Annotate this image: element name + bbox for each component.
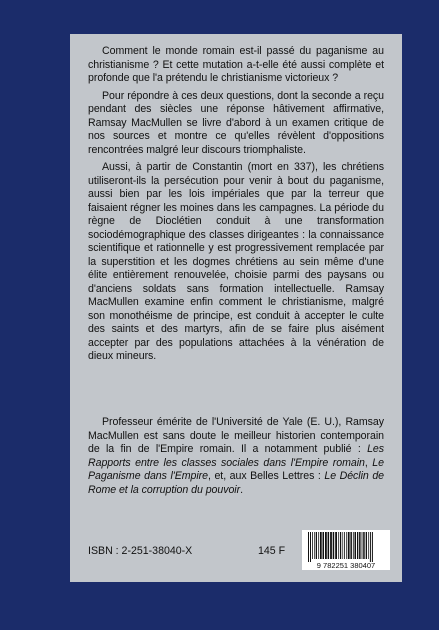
author-bio-paragraph [88, 416, 384, 497]
blurb-paragraph-1: Comment le monde romain est-il passé du paganisme au christianisme ? Et cette mutation a-t-elle été aussi complète et profonde que l'a prétendu le christianisme victorieux ? [88, 45, 384, 84]
back-cover-blurb [88, 45, 384, 368]
blurb-paragraph-3: Aussi, à partir de Constantin (mort en 337), les chrétiens utiliseront-ils la persécution pour venir à bout du paganisme, aussi bien par les lois impériales que par la terreur que faisaient régner les moines dans les campagnes. La période du règne de Dioclétien conduit à une transformation sociodémographique des classes dirigeantes : la connaissance scientifique et rationnelle y est progressivement remplacée par la superstition et les dogmes chrétiens au sein même d'une élite entièrement renouvelée, choisie parmi des paysans ou d'anciens soldats sans formation intellectuelle. Ramsay MacMullen examine enfin comment le christianisme, malgré son monothéisme de principe, est conduit à accepter le culte des saints et des martyrs, afin de se faire plus aisément accepter par des populations attachées à la vénération de dieux mineurs. [88, 161, 384, 362]
isbn-label: ISBN : 2-251-38040-X [88, 545, 193, 557]
bio-end: . [240, 483, 243, 496]
book-title-2: Le Paganisme dans l'Empire [88, 456, 384, 482]
barcode-bar [355, 532, 357, 559]
barcode-bar [308, 532, 309, 562]
barcode-bar [346, 532, 347, 559]
barcode-bar [312, 532, 313, 559]
bio-intro: Professeur émérite de l'Université de Yale (E. U.), Ramsay MacMullen est sans doute le meilleur historien contemporain de la fin de l'Empire romain. Il a notamment publié : [88, 416, 384, 455]
barcode-bar [362, 532, 363, 559]
barcode-bar [323, 532, 325, 559]
barcode-bar [333, 532, 335, 559]
author-bio [88, 416, 384, 497]
barcode-bar [316, 532, 317, 559]
barcode-bar [330, 532, 332, 559]
barcode-bar [335, 532, 337, 559]
barcode-bar [366, 532, 367, 559]
barcode-bar [370, 532, 371, 562]
barcode-bar [320, 532, 322, 559]
barcode [302, 530, 390, 570]
barcode-bar [350, 532, 352, 559]
barcode-bar [348, 532, 350, 559]
blurb-paragraph-2: Pour répondre à ces deux questions, dont la seconde a reçu pendant des siècles une réponse hâtivement affirmative, Ramsay MacMullen se livre d'abord à un examen critique de nos sources et montre ce qu'elles révèlent d'oppositions rencontrées malgré leur discours triomphaliste. [88, 89, 384, 156]
barcode-bar [328, 532, 330, 559]
barcode-bar [363, 532, 365, 559]
barcode-bar [353, 532, 354, 559]
book-title-1: Les Rapports entre les classes sociales dans l'Empire romain [88, 443, 384, 469]
barcode-bar [338, 532, 339, 559]
barcode-bar [344, 532, 345, 559]
barcode-bar [357, 532, 358, 559]
barcode-bar [340, 532, 341, 559]
barcode-image [302, 530, 390, 570]
barcode-bar [314, 532, 315, 559]
barcode-bar [318, 532, 319, 559]
barcode-bar [359, 532, 361, 559]
barcode-bar [368, 532, 369, 559]
barcode-bar [310, 532, 311, 562]
barcode-bar [372, 532, 373, 562]
bio-separator-2: , et, aux Belles Lettres : [208, 470, 325, 482]
barcode-bar [325, 532, 327, 559]
bio-separator-1: , [364, 456, 373, 469]
barcode-bar [342, 532, 343, 559]
barcode-number: 9 782251 380407 [316, 561, 376, 570]
price-label: 145 F [258, 545, 286, 557]
book-title-3: Le Déclin de Rome et la corruption du pouvoir [88, 470, 385, 496]
